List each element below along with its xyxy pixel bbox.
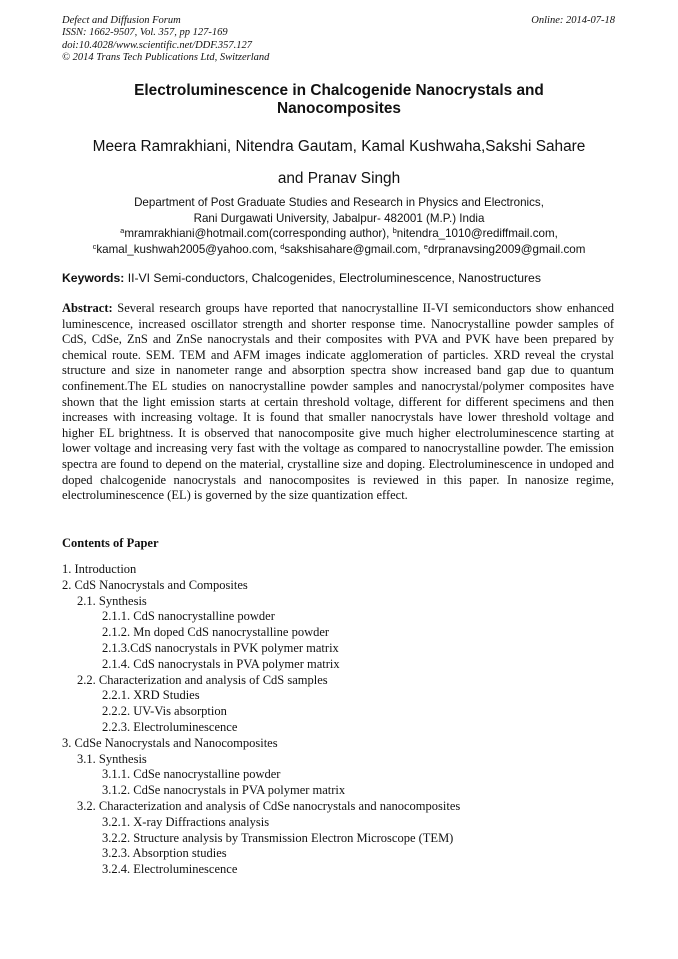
toc-item: 1. Introduction [62, 562, 137, 576]
toc-item: 2.2.3. Electroluminescence [102, 719, 238, 734]
toc-item: 2.1.4. CdS nanocrystals in PVA polymer matrix [102, 656, 340, 671]
toc-item: 3.2.4. Electroluminescence [102, 862, 238, 877]
journal-issn: ISSN: 1662-9507, Vol. 357, pp 127-169 [62, 27, 228, 39]
journal-name: Defect and Diffusion Forum [62, 15, 181, 26]
keywords-line [62, 271, 638, 286]
email-line-1 [40, 226, 638, 242]
abstract-label: Abstract: [62, 301, 113, 315]
title-line-1: Electroluminescence in Chalcogenide Nanocrystals and [134, 82, 544, 99]
journal-copyright: © 2014 Trans Tech Publications Ltd, Switzerland [62, 52, 270, 64]
toc-item: 2.2.1. XRD Studies [102, 688, 200, 703]
email-marker: d [280, 241, 285, 251]
email-marker: c [92, 241, 97, 251]
email-marker: a [120, 226, 125, 235]
toc-item: 3.1.2. CdSe nanocrystals in PVA polymer matrix [102, 783, 346, 798]
keywords-label: Keywords: [62, 271, 125, 285]
journal-doi: doi:10.4028/www.scientific.net/DDF.357.127 [62, 39, 253, 51]
toc-item: 2.1.3.CdS nanocrystals in PVK polymer matrix [102, 640, 339, 655]
paper-title [62, 82, 616, 118]
toc-item: 3.1. Synthesis [77, 751, 147, 766]
toc-item: 2. CdS Nanocrystals and Composites [62, 577, 248, 592]
email-address: kamal_kushwah2005@yahoo.com, [96, 242, 281, 256]
authors-line-1: Meera Ramrakhiani, Nitendra Gautam, Kamal Kushwaha,Sakshi Sahare [92, 138, 586, 155]
toc-item: 2.2.2. UV-Vis absorption [102, 704, 227, 719]
contents-heading: Contents of Paper [62, 536, 159, 550]
toc-item: 3.1.1. CdSe nanocrystalline powder [102, 767, 281, 782]
toc-item: 3.2. Characterization and analysis of CdSe nanocrystals and nanocomposites [77, 798, 461, 813]
email-address: drpranavsing2009@gmail.com [427, 242, 586, 256]
toc-item: 2.2. Characterization and analysis of CdS samples [77, 672, 328, 687]
abstract-text: Several research groups have reported that nanocrystalline II-VI semiconductors show enhanced luminescence, increased oscillator strength and shorter response time. Nanocrystalline powder samples of CdS, CdSe, ZnS and ZnSe nanocrystals and their composites with PVA and PVK have been prepared by chemical route. SEM. TEM and AFM images indicate agglomeration of particles. XRD reveal the crystal structure and size in nanometer range and absorption spectra show increased band gap due to quantum confinement.The EL studies on nanocrystalline powder samples and nanocrystal/polymer composites have shown that the light emission starts at certain threshold voltage, different for different specimens and then increases with increasing voltage. It is found that smaller nanocrystals have lower threshold voltage and higher EL brightness. It is observed that nanocomposite give much higher electroluminescence starting at lower voltage and increasing very fast with the voltage as compared to nanocrystalline powder. The emission spectra are found to depend on the material, crystalline size and doping. Electroluminescence in undoped and doped chalcogenide nanocrystals and nanocomposites is reviewed in this paper. In nanosize regime, electroluminescence (EL) is governed by the size quantization effect. [62, 301, 615, 503]
email-address: nitendra_1010@rediffmail.com, [396, 227, 558, 240]
affiliation-line-2: Rani Durgawati University, Jabalpur- 482001 (M.P.) India [193, 211, 485, 225]
toc-item: 2.1. Synthesis [77, 593, 147, 608]
affiliation-block [40, 195, 638, 257]
toc-item: 2.1.2. Mn doped CdS nanocrystalline powder [102, 625, 330, 640]
toc-item: 3.2.1. X-ray Diffractions analysis [102, 814, 270, 829]
title-line-2: Nanocomposites [276, 100, 401, 117]
affiliation-line-1: Department of Post Graduate Studies and Research in Physics and Electronics, [134, 196, 544, 209]
authors-line-2: and Pranav Singh [277, 170, 401, 187]
toc-item: 2.1.1. CdS nanocrystalline powder [102, 609, 275, 624]
email-address: sakshisahare@gmail.com, [284, 242, 424, 256]
toc-item: 3.2.3. Absorption studies [102, 846, 227, 861]
email-marker: e [423, 241, 428, 251]
email-line-2 [40, 242, 638, 258]
keywords-text: II-VI Semi-conductors, Chalcogenides, Electroluminescence, Nanostructures [127, 271, 541, 285]
journal-header [62, 15, 615, 65]
table-of-contents [62, 562, 622, 878]
author-list [62, 131, 616, 195]
email-address: mramrakhiani@hotmail.com(corresponding author), [124, 227, 393, 240]
email-marker: b [392, 226, 397, 235]
online-date: Online: 2014-07-18 [531, 15, 615, 26]
abstract-block [62, 301, 614, 504]
toc-item: 3. CdSe Nanocrystals and Nanocomposites [62, 735, 278, 750]
toc-item: 3.2.2. Structure analysis by Transmission Electron Microscope (TEM) [102, 830, 454, 845]
